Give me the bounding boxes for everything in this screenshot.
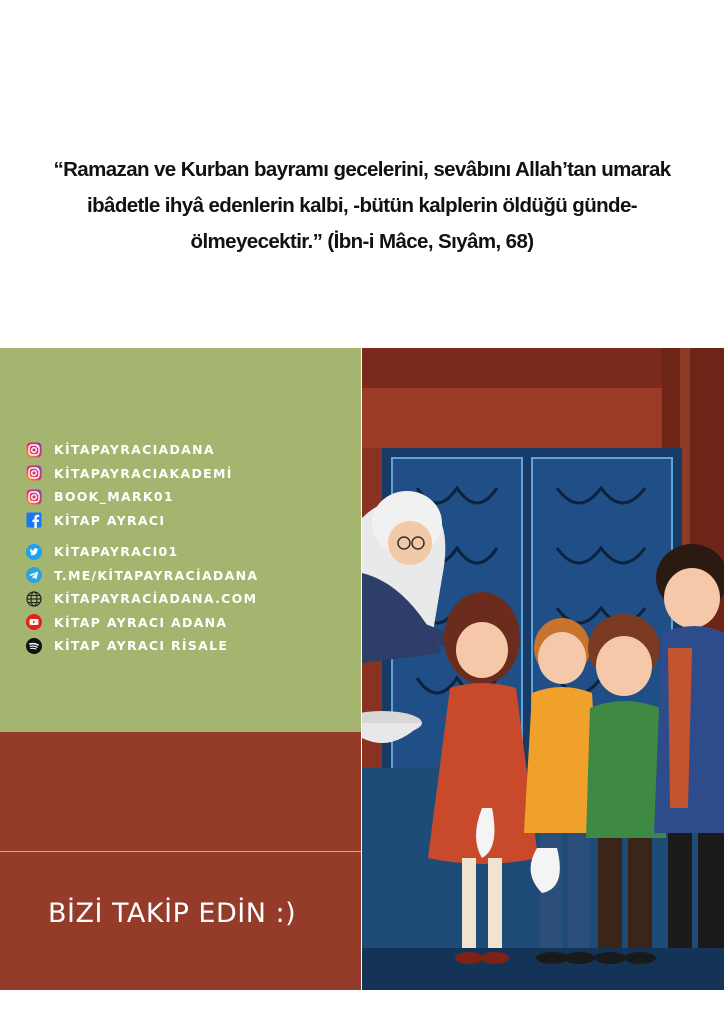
follow-panel [0,732,361,990]
globe-icon [26,591,42,607]
social-link-telegram[interactable] [26,564,258,588]
social-link-website[interactable] [26,587,258,611]
social-link-label: KİTAP AYRACI ADANA [54,614,228,630]
social-link-spotify[interactable] [26,634,258,658]
spotify-icon [26,638,42,654]
social-link-label: BOOK_MARK01 [54,489,174,505]
social-link-label: KİTAPAYRACI01 [54,544,179,560]
panel-divider [0,851,361,852]
instagram-icon [26,442,42,458]
social-link-instagram-2[interactable] [26,462,258,486]
youtube-icon [26,614,42,630]
telegram-icon [26,567,42,583]
quote-line-1: “Ramazan ve Kurban bayramı gecelerini, sevâbını Allah’tan umarak [53,158,671,181]
social-link-label: KİTAP AYRACI [54,512,166,528]
quote-line-2: ibâdetle ihyâ edenlerin kalbi, -bütün kalplerin öldüğü günde- [87,194,637,217]
social-link-label: KİTAPAYRACİADANA.COM [54,591,258,607]
social-links-list [26,438,258,658]
instagram-icon [26,489,42,505]
social-link-twitter[interactable] [26,540,258,564]
facebook-icon [26,512,42,528]
hadith-quote [40,152,684,260]
social-link-youtube[interactable] [26,611,258,635]
instagram-icon [26,465,42,481]
social-link-facebook[interactable] [26,509,258,533]
twitter-icon [26,544,42,560]
quote-line-3: ölmeyecektir.” (İbn-i Mâce, Sıyâm, 68) [190,230,534,253]
social-link-instagram-3[interactable] [26,485,258,509]
social-link-label: T.ME/KİTAPAYRACİADANA [54,567,259,583]
bayram-illustration [362,348,724,990]
social-link-label: KİTAPAYRACIADANA [54,442,215,458]
social-link-label: KİTAPAYRACIAKADEMİ [54,465,233,481]
social-link-label: KİTAP AYRACI RİSALE [54,638,229,654]
social-link-instagram-1[interactable] [26,438,258,462]
follow-us-text: BİZİ TAKİP EDİN :) [48,898,297,929]
